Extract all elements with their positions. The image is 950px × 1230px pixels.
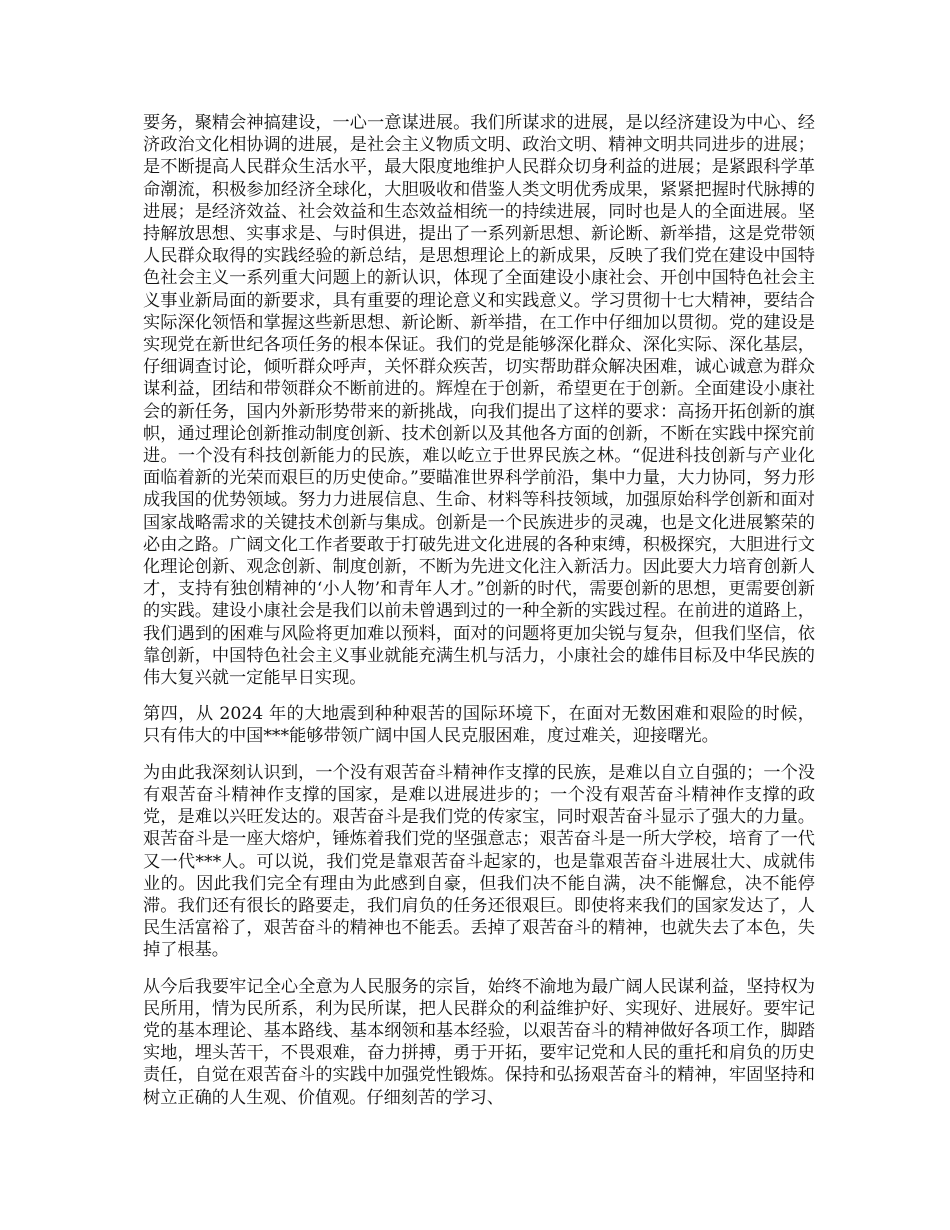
- document-page: [143, 112, 815, 1123]
- paragraph-4: 从今后我要牢记全心全意为人民服务的宗旨，始终不渝地为最广阔人民谋利益，坚持权为民所用，情为民所系，利为民所谋，把人民群众的利益维护好、实现好、进展好。要牢记党的基本理论、基本路线、基本纲领和基本经验，以艰苦奋斗的精神做好各项工作，脚踏实地，埋头苦干，不畏艰难，奋力拼搏，勇于开拓，要牢记党和人民的重托和肩负的历史责任，自觉在艰苦奋斗的实践中加强党性锻炼。保持和弘扬艰苦奋斗的精神，牢固坚持和树立正确的人生观、价值观。仔细刻苦的学习、: [143, 976, 815, 1108]
- paragraph-3: 为由此我深刻认识到，一个没有艰苦奋斗精神作支撑的民族，是难以自立自强的；一个没有艰苦奋斗精神作支撑的国家，是难以进展进步的；一个没有艰苦奋斗精神作支撑的政党，是难以兴旺发达的。艰苦奋斗是我们党的传家宝，同时艰苦奋斗显示了强大的力量。艰苦奋斗是一座大熔炉，锤炼着我们党的坚强意志；艰苦奋斗是一所大学校，培育了一代又一代***人。可以说，我们党是靠艰苦奋斗起家的，也是靠艰苦奋斗进展壮大、成就伟业的。因此我们完全有理由为此感到自豪，但我们决不能自满，决不能懈怠，决不能停滞。我们还有很长的路要走，我们肩负的任务还很艰巨。即使将来我们的国家发达了，人民生活富裕了，艰苦奋斗的精神也不能丢。丢掉了艰苦奋斗的精神，也就失去了本色，失掉了根基。: [143, 762, 815, 961]
- paragraph-2: 第四，从 2024 年的大地震到种种艰苦的国际环境下，在面对无数困难和艰险的时候，只有伟大的中国***能够带领广阔中国人民克服困难，度过难关，迎接曙光。: [143, 704, 815, 747]
- paragraph-1: 要务，聚精会神搞建设，一心一意谋进展。我们所谋求的进展，是以经济建设为中心、经济政治文化相协调的进展，是社会主义物质文明、政治文明、精神文明共同进步的进展；是不断提高人民群众生活水平，最大限度地维护人民群众切身利益的进展；是紧跟科学革命潮流，积极参加经济全球化，大胆吸收和借鉴人类文明优秀成果，紧紧把握时代脉搏的进展；是经济效益、社会效益和生态效益相统一的持续进展，同时也是人的全面进展。坚持解放思想、实事求是、与时俱进，提出了一系列新思想、新论断、新举措，这是党带领人民群众取得的实践经验的新总结，是思想理论上的新成果，反映了我们党在建设中国特色社会主义一系列重大问题上的新认识，体现了全面建设小康社会、开创中国特色社会主义事业新局面的新要求，具有重要的理论意义和实践意义。学习贯彻十七大精神，要结合实际深化领悟和掌握这些新思想、新论断、新举措，在工作中仔细加以贯彻。党的建设是实现党在新世纪各项任务的根本保证。我们的党是能够深化群众、深化实际、深化基层，仔细调查讨论，倾听群众呼声，关怀群众疾苦，切实帮助群众解决困难，诚心诚意为群众谋利益，团结和带领群众不断前进的。辉煌在于创新，希望更在于创新。全面建设小康社会的新任务，国内外新形势带来的新挑战，向我们提出了这样的要求：高扬开拓创新的旗帜，通过理论创新推动制度创新、技术创新以及其他各方面的创新，不断在实践中探究前进。一个没有科技创新能力的民族，难以屹立于世界民族之林。“促进科技创新与产业化面临着新的光荣而艰巨的历史使命。”要瞄准世界科学前沿，集中力量，大力协同，努力形成我国的优势领域。努力力进展信息、生命、材料等科技领域，加强原始科学创新和面对国家战略需求的关键技术创新与集成。创新是一个民族进步的灵魂，也是文化进展繁荣的必由之路。广阔文化工作者要敢于打破先进文化进展的各种束缚，积极探究，大胆进行文化理论创新、观念创新、制度创新，不断为先进文化注入新活力。因此要大力培育创新人才，支持有独创精神的‘小人物’和青年人才。”创新的时代，需要创新的思想，更需要创新的实践。建设小康社会是我们以前未曾遇到过的一种全新的实践过程。在前进的道路上，我们遇到的困难与风险将更加难以预料，面对的问题将更加尖锐与复杂，但我们坚信，依靠创新，中国特色社会主义事业就能充满生机与活力，小康社会的雄伟目标及中华民族的伟大复兴就一定能早日实现。: [143, 113, 815, 689]
